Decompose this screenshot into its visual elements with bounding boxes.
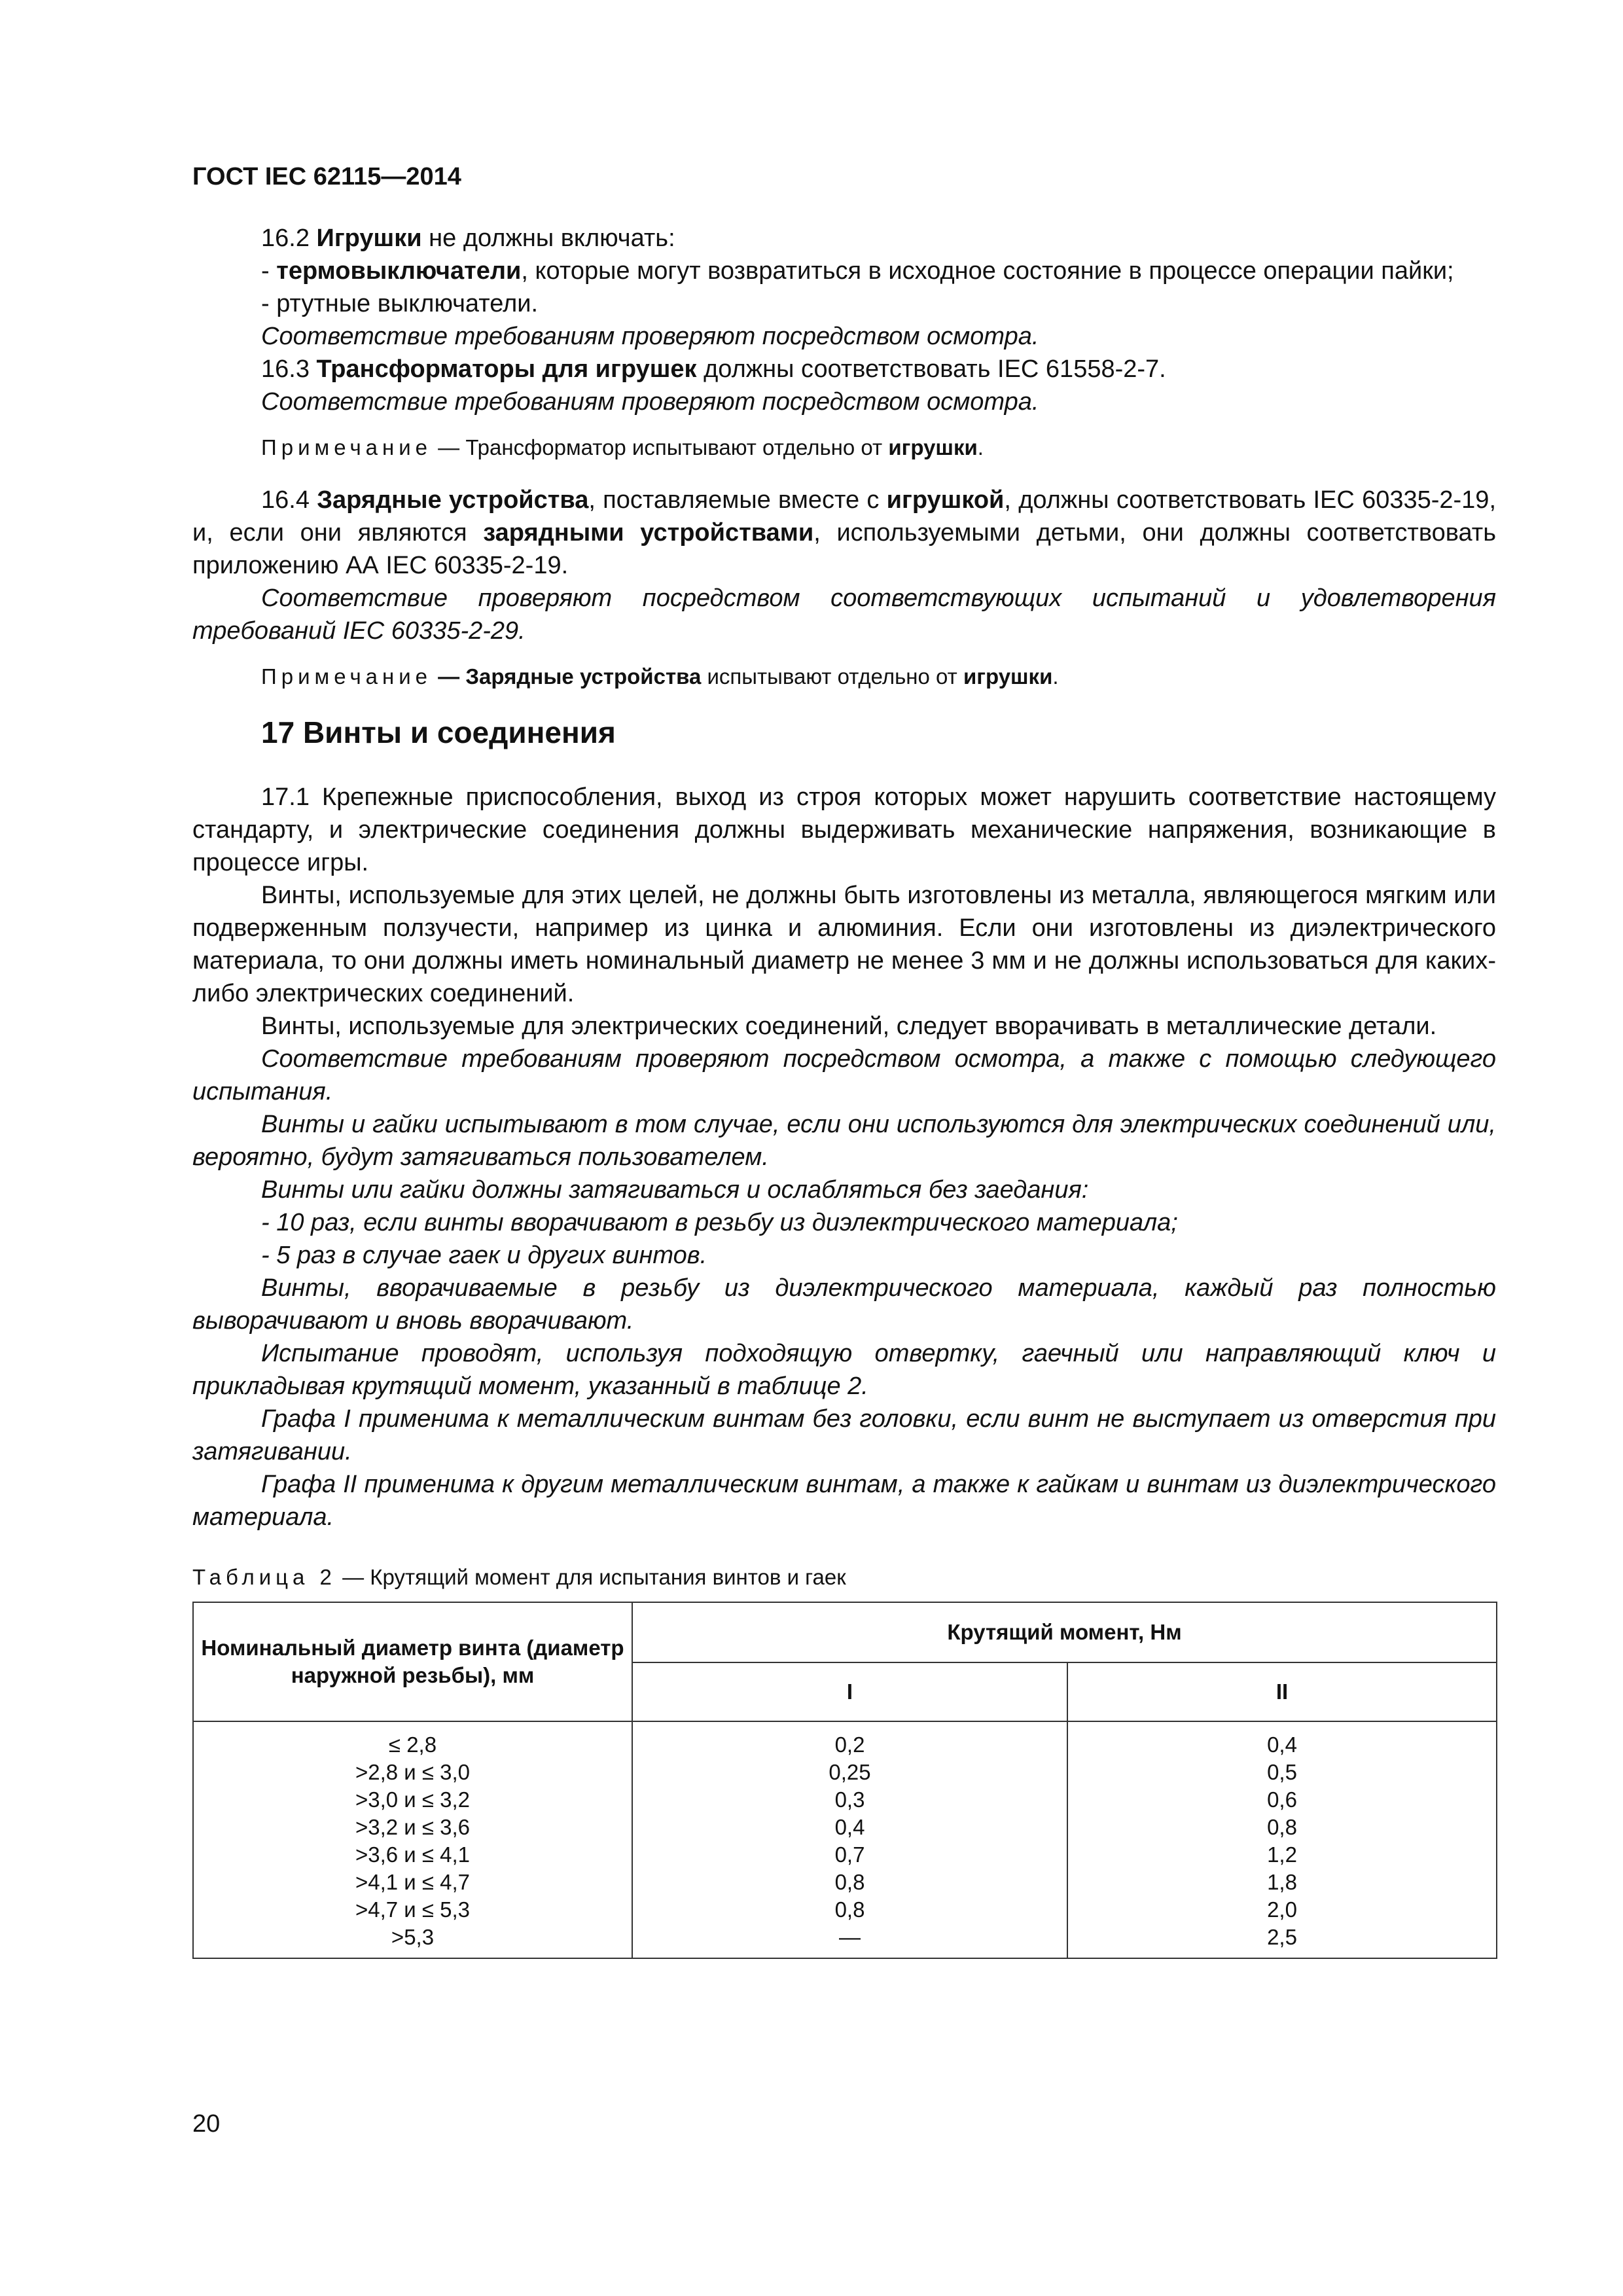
test-paragraph: Винты, вворачиваемые в резьбу из диэлектрического материала, каждый раз полностью выворачивают и вновь вворачивают. [192,1274,1496,1335]
table-caption-label: Таблица 2 [192,1565,336,1589]
note-text: Трансформатор испытывают отдельно от [465,435,889,459]
clause-text: не должны включать: [421,224,675,252]
bold-term: игрушки [888,435,978,459]
torque-table [192,1602,1497,1959]
note-dash: — [432,435,466,459]
list-dash: - [261,257,277,285]
note-end: . [1052,664,1059,689]
bold-term: Игрушки [316,224,422,252]
diameter-value: >4,7 и ≤ 5,3 [355,1897,471,1922]
clause-number: 16.2 [261,224,310,252]
bold-term: игрушки [963,664,1053,689]
test-paragraph: Испытание проводят, используя подходящую отвертку, гаечный или направляющий ключ и прикладывая крутящий момент, указанный в таблице 2. [192,1340,1496,1400]
clause-text: , поставляемые вместе с [588,486,887,514]
column-header-i: I [632,1662,1067,1721]
note-label: Примечание [261,664,433,689]
paragraph-screws-material: Винты, используемые для этих целей, не должны быть изготовлены из металла, являющегося мягким или подверженным ползучести, например из цинка и алюминия. Если они изготовлены из диэлектрического материала, то они должны иметь номинальный диаметр не менее 3 мм и не должны использоваться для каких-либо электрических соединений. [192,882,1496,1007]
test-paragraph: Винты или гайки должны затягиваться и ослабляться без заедания: [261,1176,1089,1204]
diameter-value: >3,6 и ≤ 4,1 [355,1842,471,1867]
diameter-value: >3,2 и ≤ 3,6 [355,1815,471,1839]
page-number: 20 [192,2110,221,2138]
section-heading: 17 Винты и соединения [261,715,616,749]
diameter-value: >4,1 и ≤ 4,7 [355,1870,471,1894]
torque-i-value: 0,2 [834,1732,865,1757]
test-list-item: - 5 раз в случае гаек и других винтов. [261,1242,707,1269]
torque-i-value: 0,7 [834,1842,865,1867]
torque-ii-value: 2,5 [1267,1925,1297,1949]
compliance-check: Соответствие требованиям проверяют посредством осмотра. [261,323,1039,350]
note-dash: — [432,664,466,689]
column-i-note: Графа I применима к металлическим винтам без головки, если винт не выступает из отверстия при затягивании. [192,1405,1496,1465]
list-text: , которые могут возвратиться в исходное состояние в процессе операции пайки; [521,257,1454,285]
diameter-value: >3,0 и ≤ 3,2 [355,1787,471,1812]
bold-term: Трансформаторы для игрушек [316,355,697,383]
clause-17-1: 17.1 Крепежные приспособления, выход из строя которых может нарушить соответствие настоящему стандарту, и электрические соединения должны выдерживать механические напряжения, возникающие в процессе игры. [192,783,1496,876]
test-paragraph: Винты и гайки испытывают в том случае, если они используются для электрических соединений или, вероятно, будут затягиваться пользователем. [192,1111,1496,1171]
diameter-value: ≤ 2,8 [388,1732,437,1757]
torque-ii-value: 0,5 [1267,1760,1297,1784]
clause-number: 16.3 [261,355,310,383]
paragraph-electrical-connections: Винты, используемые для электрических соединений, следует вворачивать в металлические детали. [261,1013,1437,1040]
column-header-torque: Крутящий момент, Нм [632,1602,1497,1662]
clause-16-2 [192,222,1496,255]
table-caption-text: — Крутящий момент для испытания винтов и гаек [336,1565,846,1589]
bold-term: Зарядные устройства [465,664,702,689]
clause-number: 16.4 [261,486,310,514]
torque-ii-value: 1,2 [1267,1842,1297,1867]
torque-i-value: 0,4 [834,1815,865,1839]
torque-i-value: 0,25 [829,1760,871,1784]
torque-ii-value: 0,8 [1267,1815,1297,1839]
bold-term: Зарядные устройства [317,486,589,514]
clause-text: должны соответствовать IEC 61558-2-7. [696,355,1166,383]
torque-i-cell [632,1721,1067,1958]
test-list-item: - 10 раз, если винты вворачивают в резьбу из диэлектрического материала; [261,1209,1178,1236]
torque-ii-cell [1067,1721,1497,1958]
torque-ii-value: 2,0 [1267,1897,1297,1922]
torque-ii-value: 0,4 [1267,1732,1297,1757]
diameter-cell [193,1721,632,1958]
clause-16-4 [192,484,1496,582]
table-row [193,1721,1497,1958]
torque-ii-value: 1,8 [1267,1870,1297,1894]
diameter-value: >2,8 и ≤ 3,0 [355,1760,471,1784]
torque-i-value: 0,3 [834,1787,865,1812]
note-text: испытывают отдельно от [701,664,963,689]
clause-text: , должны соответствовать IEC 60335-2-19, и, если они являются [192,486,1497,547]
torque-i-value: 0,8 [834,1870,865,1894]
document-page [192,160,1496,1959]
note-label: Примечание [261,435,433,459]
torque-i-value: — [839,1925,861,1949]
compliance-check: Соответствие проверяют посредством соответствующих испытаний и удовлетворения требований IEC 60335-2-29. [192,584,1496,645]
note-chargers [192,662,1496,692]
table-caption [192,1562,1496,1592]
torque-i-value: 0,8 [834,1897,865,1922]
bold-term: термовыключатели [276,257,522,285]
clause-text: , используемыми детьми, они должны соответствовать приложению АА IEC 60335-2-19. [192,519,1496,579]
column-header-ii: II [1067,1662,1497,1721]
torque-ii-value: 0,6 [1267,1787,1297,1812]
compliance-check: Соответствие требованиям проверяют посредством осмотра, а также с помощью следующего испытания. [192,1045,1496,1105]
bold-term: зарядными устройствами [483,519,814,547]
list-item-mercury-switches: - ртутные выключатели. [261,290,539,317]
diameter-value: >5,3 [391,1925,435,1949]
compliance-check: Соответствие требованиям проверяют посредством осмотра. [261,388,1039,416]
bold-term: игрушкой [886,486,1005,514]
document-header: ГОСТ IEC 62115—2014 [192,163,461,190]
note-end: . [977,435,984,459]
clause-16-3 [192,353,1496,386]
list-item-thermal-cutouts [192,255,1496,287]
column-header-diameter: Номинальный диаметр винта (диаметр наружной резьбы), мм [193,1602,632,1721]
column-ii-note: Графа II применима к другим металлическим винтам, а также к гайкам и винтам из диэлектрического материала. [192,1471,1496,1531]
note-transformer [192,433,1496,463]
